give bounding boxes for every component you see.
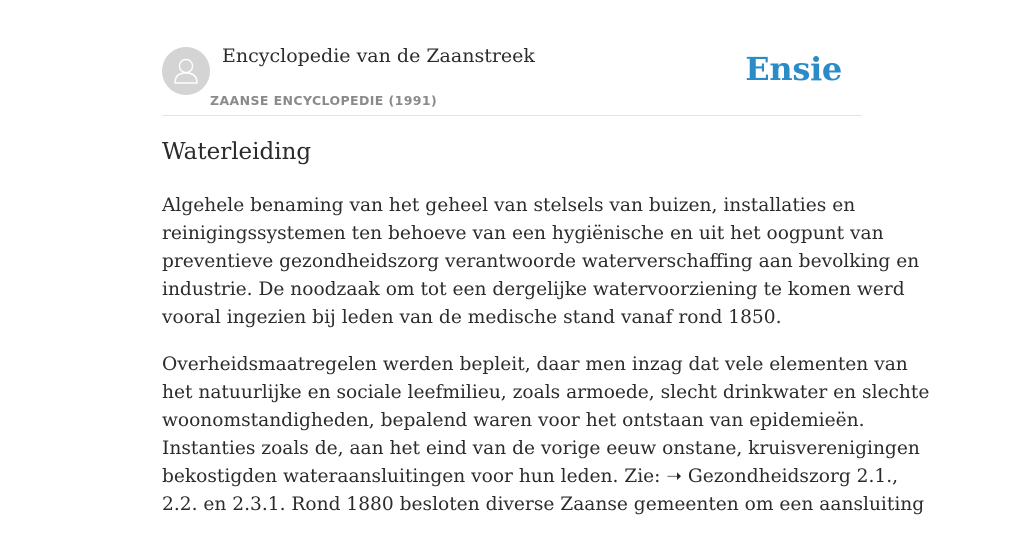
article-title: Waterleiding <box>162 139 312 165</box>
text-line: preventieve gezondheidszorg verantwoorde waterverschaffing aan bevolking en <box>162 251 920 272</box>
text-line: reinigingssystemen ten behoeve van een hygiënische en uit het oogpunt van <box>162 223 884 244</box>
arrow-right-icon: ➝ <box>666 466 682 487</box>
text-line: Algehele benaming van het geheel van stelsels van buizen, installaties en <box>162 195 856 216</box>
ensie-logo[interactable]: Ensie <box>745 50 842 88</box>
text-line: woonomstandigheden, bepalend waren voor het ontstaan van epidemieën. <box>162 410 865 431</box>
text-line <box>162 463 899 491</box>
paragraph-2 <box>162 351 930 519</box>
text-segment: bekostigden wateraansluitingen voor hun leden. Zie: <box>162 466 667 487</box>
text-line: het natuurlijke en sociale leefmilieu, zoals armoede, slecht drinkwater en slechte <box>162 382 930 403</box>
source-header <box>162 0 862 116</box>
gezondheidszorg-link[interactable]: Gezondheidszorg 2.1., <box>687 466 899 487</box>
text-line: Instanties zoals de, aan het eind van de vorige eeuw onstane, kruisverenigingen <box>162 438 920 459</box>
text-line: industrie. De noodzaak om tot een dergelijke watervoorziening te komen werd <box>162 279 905 300</box>
page <box>162 0 930 515</box>
source-title[interactable]: Encyclopedie van de Zaanstreek <box>222 45 535 67</box>
paragraph-1 <box>162 192 920 332</box>
article-body <box>162 192 930 538</box>
text-line: vooral ingezien bij leden van de medische stand vanaf rond 1850. <box>162 307 782 328</box>
text-line: 2.2. en 2.3.1. Rond 1880 besloten diverse Zaanse gemeenten om een aansluiting <box>162 494 925 515</box>
text-line: Overheidsmaatregelen werden bepleit, daar men inzag dat vele elementen van <box>162 354 908 375</box>
source-subtitle[interactable]: ZAANSE ENCYCLOPEDIE (1991) <box>210 93 438 108</box>
user-placeholder-icon <box>162 47 210 95</box>
